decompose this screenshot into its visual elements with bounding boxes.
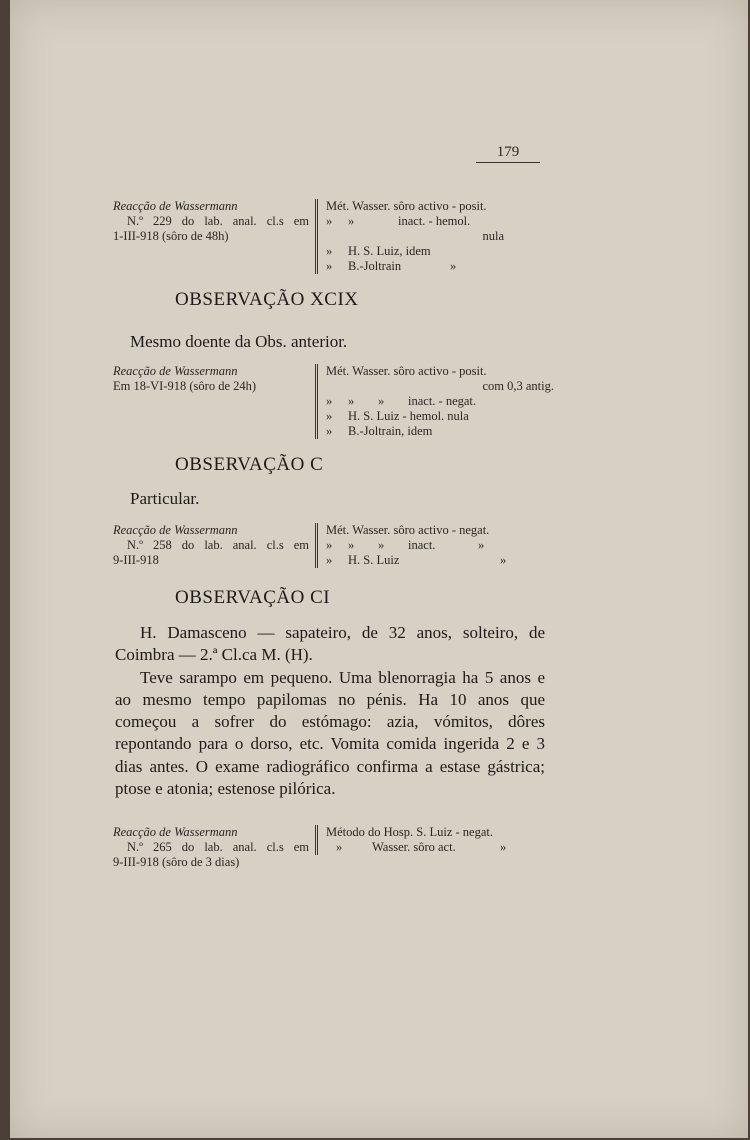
reaction-date-line: 9-III-918 (sôro de 3 dias) <box>113 855 240 869</box>
result-line: Mét. Wasser. sôro activo - posit. <box>326 364 487 378</box>
reaction-label-block-2 <box>113 364 309 394</box>
reaction-title: Reacção de Wassermann <box>113 364 238 378</box>
reaction-lab-line: N.º 258 do lab. anal. cl.s em <box>127 538 309 552</box>
reaction-title: Reacção de Wassermann <box>113 825 238 839</box>
result-line: » H. S. Luiz, idem <box>326 244 431 258</box>
result-line: Mét. Wasser. sôro activo - posit. <box>326 199 487 213</box>
result-line: » B.-Joltrain, idem <box>326 424 433 438</box>
result-line: » » » inact. - negat. <box>326 394 477 408</box>
result-line: Método do Hosp. S. Luiz - negat. <box>326 825 493 839</box>
result-line: » H. S. Luiz - hemol. nula <box>326 409 469 423</box>
reaction-label-block-1 <box>113 199 309 244</box>
observation-heading-c: OBSERVAÇÃO C <box>175 454 324 475</box>
reaction-date-line: 9-III-918 <box>113 553 159 567</box>
reaction-date-line: Em 18-VI-918 (sôro de 24h) <box>113 379 257 393</box>
result-line: com 0,3 antig. <box>482 379 554 393</box>
reaction-results-block-4 <box>315 825 554 855</box>
observation-heading-ci: OBSERVAÇÃO CI <box>175 587 331 608</box>
reaction-title: Reacção de Wassermann <box>113 199 238 213</box>
result-line: » H. S. Luiz » <box>326 553 507 567</box>
reaction-results-block-1 <box>315 199 554 274</box>
reaction-title: Reacção de Wassermann <box>113 523 238 537</box>
body-paragraph: H. Damasceno — sapateiro, de 32 anos, solteiro, de Coimbra — 2.ª Cl.ca M. (H). <box>115 623 545 665</box>
result-line: nula <box>482 229 504 243</box>
reaction-label-block-3 <box>113 523 309 568</box>
result-line: » » » inact. » <box>326 538 485 552</box>
result-line: Mét. Wasser. sôro activo - negat. <box>326 523 490 537</box>
observation-heading-xcix: OBSERVAÇÃO XCIX <box>175 289 359 310</box>
result-line: » » inact. - hemol. <box>326 214 471 228</box>
reaction-label-block-4 <box>113 825 309 870</box>
result-line: » Wasser. sôro act. » <box>336 840 507 854</box>
reaction-lab-line: N.º 229 do lab. anal. cl.s em <box>127 214 309 228</box>
body-paragraph: Teve sarampo em pequeno. Uma blenorragia ha 5 anos e ao mesmo tempo papilomas no pénis. Ha 10 anos que começou a sofrer do estómago: azia, vómitos, dôres repontando para o dorso, etc. Vomita comida ingerida 2 e 3 dias antes. O exame radiográfico confirma a estase gástrica; ptose e atonia; estenose pilórica. <box>115 667 545 799</box>
observation-body <box>115 622 545 800</box>
reaction-date-line: 1-III-918 (sôro de 48h) <box>113 229 229 243</box>
reaction-results-block-2 <box>315 364 554 439</box>
observation-intro: Particular. <box>130 489 200 508</box>
reaction-lab-line: N.º 265 do lab. anal. cl.s em <box>127 840 309 854</box>
page-number: 179 <box>476 144 540 163</box>
observation-intro: Mesmo doente da Obs. anterior. <box>130 332 348 351</box>
book-page <box>10 0 748 1138</box>
reaction-results-block-3 <box>315 523 554 568</box>
result-line: » B.-Joltrain » <box>326 259 457 273</box>
